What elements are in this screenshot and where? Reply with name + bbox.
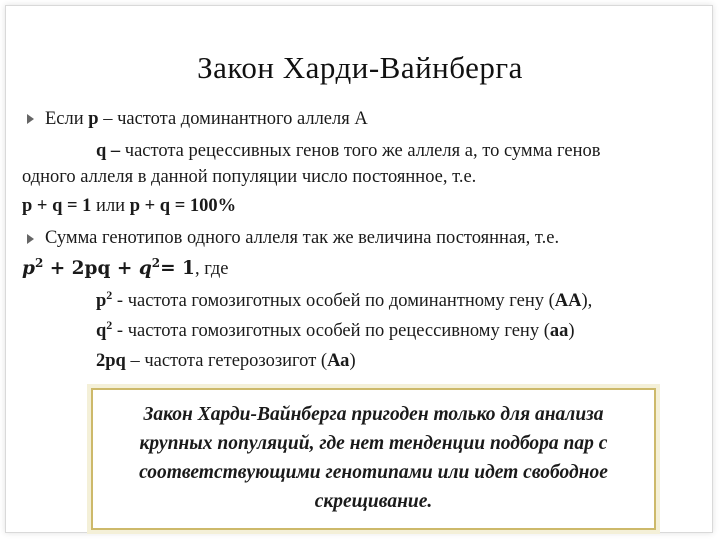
text-segment: ) xyxy=(349,351,356,371)
triangle-bullet-icon xyxy=(27,114,34,124)
text-line-9 xyxy=(96,350,356,372)
text-line-1 xyxy=(45,108,368,130)
text-segment: ) xyxy=(568,321,575,341)
text-segment: Если xyxy=(45,109,89,129)
formula-exponent: 2 xyxy=(151,256,161,270)
text-segment: – частота гетерозозигот ( xyxy=(125,351,328,371)
text-segment: Сумма генотипов одного аллеля так же величина постоянная, т.е. xyxy=(45,228,560,248)
text-line-4 xyxy=(22,195,236,217)
genotype-aa: аа xyxy=(549,321,569,341)
formula-term xyxy=(22,258,195,279)
text-segment: частота рецессивных генов того же аллеля а, то сумма генов xyxy=(120,141,601,161)
text-segment: или xyxy=(91,196,130,216)
formula-equals: = 1 xyxy=(160,258,195,279)
text-segment: ), xyxy=(581,291,593,311)
formula-var-p: p xyxy=(22,258,35,279)
symbol-2pq: 2pq xyxy=(96,351,126,371)
text-line-7 xyxy=(96,290,592,312)
text-segment: - частота гомозиготных особей по доминантному гену ( xyxy=(112,291,555,311)
text-line-3 xyxy=(22,166,476,188)
formula-var-q: q xyxy=(138,258,152,279)
symbol-p: p xyxy=(88,109,99,129)
text-segment: , где xyxy=(194,259,229,279)
symbol-p-squared: $p^2$ xyxy=(96,288,113,311)
symbol-q-squared: $q^2$ xyxy=(96,318,113,341)
text-line-6 xyxy=(22,258,228,280)
formula-middle: + 2pq + xyxy=(43,258,139,279)
slide-title: Закон Харди-Вайнберга xyxy=(197,50,523,85)
conclusion-box xyxy=(87,384,660,534)
genotype-Aa: Аа xyxy=(327,351,350,371)
triangle-bullet-icon xyxy=(27,234,34,244)
genotype-AA: АА xyxy=(554,291,582,311)
formula-exponent: 2 xyxy=(34,256,44,270)
text-segment: – частота доминантного аллеля А xyxy=(98,109,368,129)
text-segment: одного аллеля в данной популяции число постоянное, т.е. xyxy=(22,167,477,187)
formula-sum-1: p + q = 1 xyxy=(22,196,92,216)
conclusion-inner xyxy=(91,388,656,530)
text-line-5 xyxy=(45,227,559,249)
text-segment: - частота гомозиготных особей по рецессивному гену ( xyxy=(112,321,550,341)
symbol-q: q – xyxy=(96,141,121,161)
text-line-2 xyxy=(96,140,600,162)
text-line-8 xyxy=(96,320,575,342)
formula-sum-100: p + q = 100% xyxy=(129,196,237,216)
conclusion-text: Закон Харди-Вайнберга пригоден только для анализа крупных популяций, где нет тенденции подбора пар с соответствующими генотипами или идет свободное скрещивание. xyxy=(139,404,608,512)
